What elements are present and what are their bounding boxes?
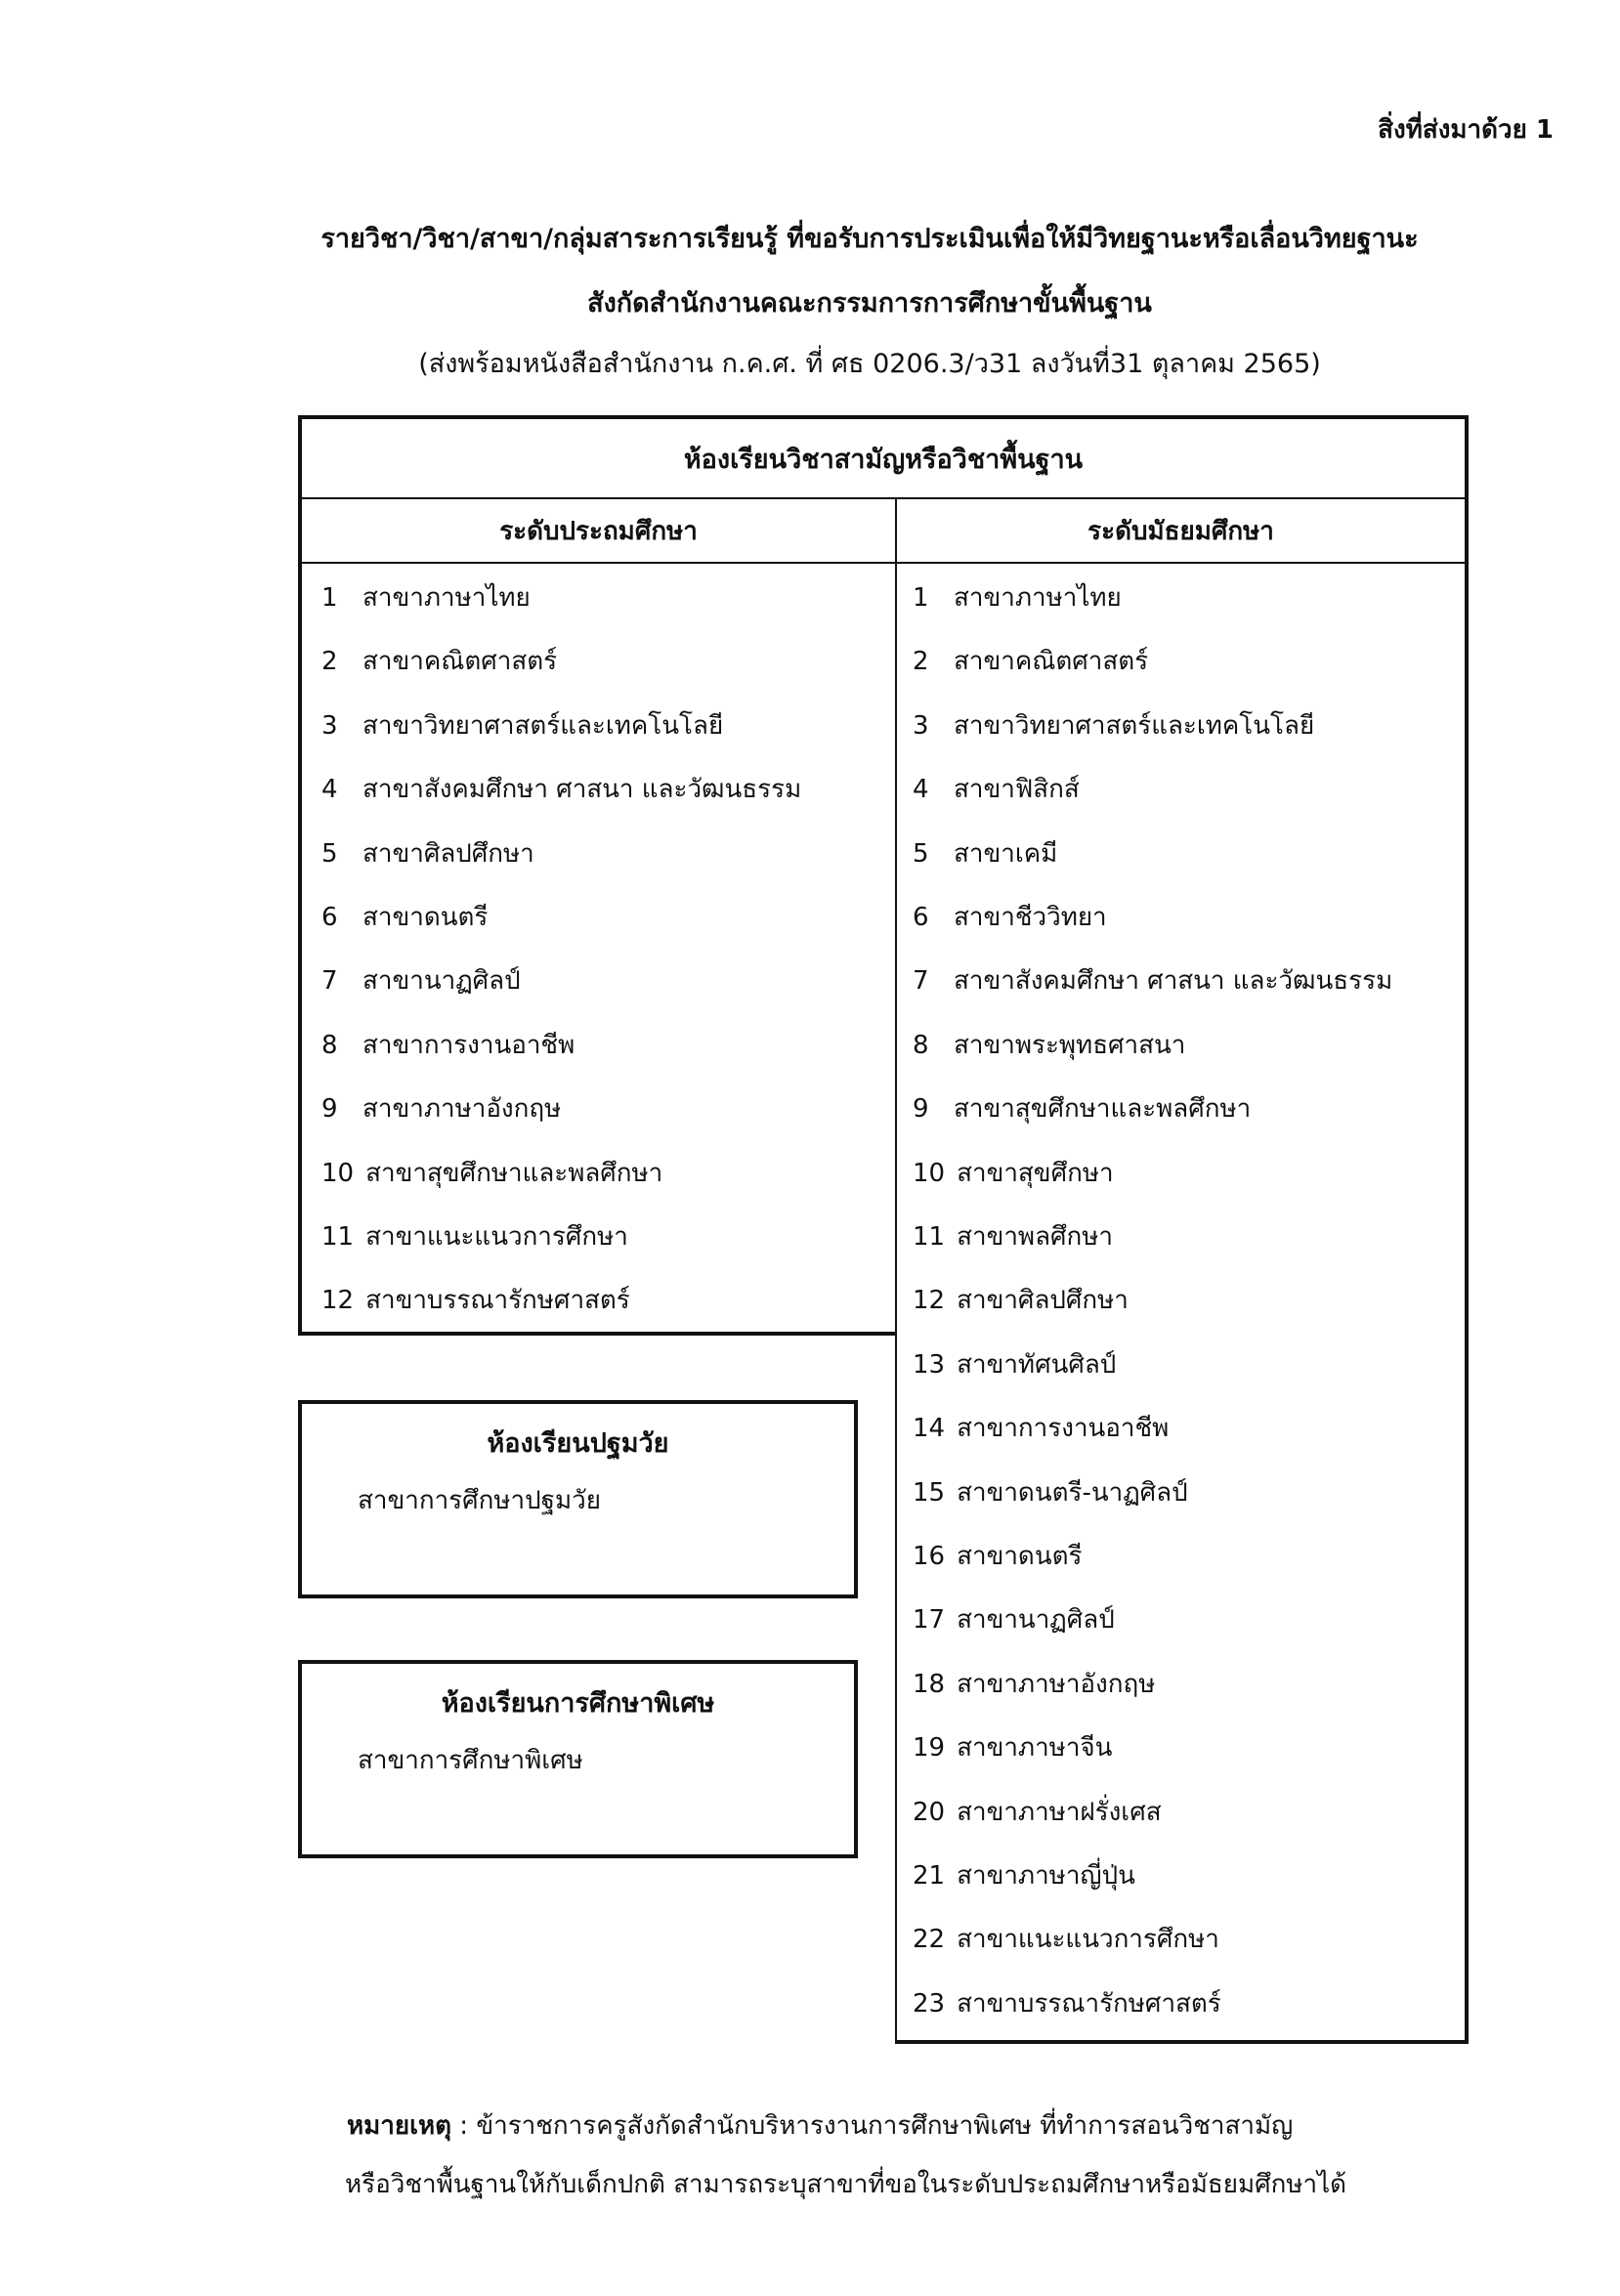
primary-subject-item-name: สาขาสังคมศึกษา ศาสนา และวัฒนธรรม — [362, 775, 802, 805]
primary-subject-item-name: สาขาบรรณารักษศาสตร์ — [365, 1286, 630, 1316]
secondary-subject-item-number: 5 — [913, 838, 929, 869]
primary-subject-item — [321, 960, 521, 1000]
primary-subject-item-name: สาขาวิทยาศาสตร์และเทคโนโลยี — [362, 710, 724, 741]
primary-subject-item-number: 2 — [321, 647, 338, 677]
primary-subject-item-number: 11 — [321, 1222, 355, 1252]
early-childhood-box — [298, 1400, 858, 1598]
primary-subject-item — [321, 897, 488, 937]
primary-subject-item-name: สาขาคณิตศาสตร์ — [362, 647, 558, 677]
primary-subject-item — [321, 1025, 575, 1065]
secondary-subject-item-number: 6 — [913, 903, 929, 932]
secondary-subject-item-number: 7 — [913, 966, 929, 997]
early-childhood-item: สาขาการศึกษาปฐมวัย — [358, 1486, 601, 1515]
primary-subject-item-name: สาขาสุขศึกษาและพลศึกษา — [365, 1158, 663, 1188]
secondary-subject-item — [913, 1280, 1129, 1320]
secondary-subject-item — [913, 960, 1392, 1000]
secondary-subject-item-name: สาขาบรรณารักษศาสตร์ — [957, 1988, 1221, 2019]
secondary-subject-item-number: 20 — [913, 1797, 946, 1827]
secondary-subject-item-name: สาขาสุขศึกษาและพลศึกษา — [954, 1094, 1252, 1125]
secondary-subject-item — [913, 577, 1122, 617]
primary-subject-item-number: 8 — [321, 1030, 338, 1060]
secondary-subject-item — [913, 1919, 1219, 1959]
secondary-subject-item-name: สาขาการงานอาชีพ — [957, 1414, 1170, 1444]
secondary-subject-item — [913, 1153, 1114, 1193]
secondary-subject-item — [913, 1408, 1169, 1448]
primary-subject-item — [321, 1216, 628, 1256]
primary-subject-item — [321, 577, 531, 617]
secondary-subject-item — [913, 1599, 1115, 1639]
secondary-subject-item-name: สาขาภาษาฝรั่งเศส — [957, 1797, 1162, 1827]
primary-subject-item — [321, 705, 723, 745]
secondary-level-heading: ระดับมัธยมศึกษา — [895, 497, 1469, 564]
secondary-subject-item — [913, 897, 1107, 937]
secondary-subject-item-number: 18 — [913, 1669, 946, 1699]
secondary-subject-item-number: 15 — [913, 1477, 946, 1508]
secondary-subject-item-number: 9 — [913, 1094, 929, 1125]
primary-subject-item-number: 7 — [321, 966, 338, 997]
primary-subject-item-name: สาขาดนตรี — [362, 903, 489, 932]
primary-subject-item — [321, 1088, 561, 1128]
footnote-line-1 — [347, 2097, 1578, 2155]
primary-subject-item-number: 4 — [321, 775, 338, 805]
secondary-subject-item-number: 13 — [913, 1349, 946, 1380]
secondary-subject-item-name: สาขาแนะแนวการศึกษา — [957, 1925, 1219, 1955]
secondary-subject-item — [913, 769, 1080, 809]
secondary-subject-item-name: สาขาภาษาไทย — [954, 583, 1122, 613]
secondary-subject-item-name: สาขาดนตรี — [957, 1542, 1083, 1571]
secondary-subject-item-name: สาขาพลศึกษา — [957, 1222, 1113, 1252]
primary-subject-item — [321, 1280, 630, 1320]
secondary-subject-item — [913, 641, 1148, 681]
secondary-subject-item-name: สาขาฟิสิกส์ — [954, 775, 1080, 805]
secondary-subject-item-number: 23 — [913, 1988, 946, 2019]
document-reference: (ส่งพร้อมหนังสือสำนักงาน ก.ค.ศ. ที่ ศธ 0206.3/ว31 ลงวันที่31 ตุลาคม 2565) — [418, 349, 1321, 379]
primary-subject-list — [298, 562, 897, 1336]
footnote — [347, 2097, 1578, 2214]
secondary-subject-item — [913, 1664, 1155, 1704]
primary-subject-item — [321, 1153, 662, 1193]
secondary-subject-item — [913, 705, 1314, 745]
secondary-subject-item-name: สาขาทัศนศิลป์ — [957, 1349, 1117, 1380]
secondary-subject-item — [913, 1536, 1082, 1576]
secondary-subject-item-name: สาขาภาษาอังกฤษ — [957, 1669, 1156, 1699]
primary-subject-item — [321, 641, 557, 681]
footnote-label: หมายเหตุ — [347, 2111, 452, 2141]
secondary-subject-item — [913, 1088, 1251, 1128]
special-education-item: สาขาการศึกษาพิเศษ — [358, 1746, 583, 1775]
primary-subject-item-name: สาขาศิลปศึกษา — [362, 838, 534, 869]
secondary-subject-item-number: 1 — [913, 583, 929, 613]
secondary-subject-item-number: 8 — [913, 1030, 929, 1060]
secondary-subject-item-number: 16 — [913, 1542, 946, 1571]
secondary-subject-item — [913, 1983, 1221, 2023]
secondary-subject-item-name: สาขาสุขศึกษา — [957, 1158, 1114, 1188]
secondary-subject-item — [913, 833, 1057, 873]
secondary-subject-item-name: สาขาเคมี — [954, 838, 1058, 869]
secondary-subject-item-number: 14 — [913, 1414, 946, 1444]
secondary-subject-item — [913, 1727, 1112, 1767]
secondary-subject-item-number: 17 — [913, 1605, 946, 1636]
primary-subject-item-number: 12 — [321, 1286, 355, 1316]
primary-subject-item-name: สาขาภาษาไทย — [362, 583, 531, 613]
secondary-subject-item — [913, 1792, 1162, 1832]
primary-subject-item-name: สาขานาฏศิลป์ — [362, 966, 521, 997]
special-education-heading: ห้องเรียนการศึกษาพิเศษ — [441, 1688, 715, 1719]
secondary-subject-item — [913, 1344, 1116, 1384]
primary-subject-item-number: 5 — [321, 838, 338, 869]
secondary-subject-item-number: 21 — [913, 1861, 946, 1891]
primary-subject-item-name: สาขาแนะแนวการศึกษา — [365, 1222, 628, 1252]
secondary-subject-list — [895, 562, 1469, 2044]
footnote-line-2: หรือวิชาพื้นฐานให้กับเด็กปกติ สามารถระบุสาขาที่ขอในระดับประถมศึกษาหรือมัธยมศึกษาได้ — [345, 2170, 1347, 2199]
attachment-label: สิ่งที่ส่งมาด้วย 1 — [1378, 115, 1554, 145]
secondary-subject-item-number: 3 — [913, 710, 929, 741]
secondary-subject-item-number: 2 — [913, 647, 929, 677]
primary-subject-item-number: 10 — [321, 1158, 355, 1188]
secondary-subject-item-name: สาขาวิทยาศาสตร์และเทคโนโลยี — [954, 710, 1315, 741]
secondary-subject-item-name: สาขาชีววิทยา — [954, 903, 1107, 932]
secondary-subject-item-number: 22 — [913, 1925, 946, 1955]
early-childhood-heading: ห้องเรียนปฐมวัย — [487, 1428, 669, 1459]
secondary-subject-item-number: 19 — [913, 1733, 946, 1764]
primary-subject-item-number: 3 — [321, 710, 338, 741]
secondary-subject-item-number: 4 — [913, 775, 929, 805]
primary-subject-item-name: สาขาการงานอาชีพ — [362, 1030, 576, 1060]
general-classroom-heading: ห้องเรียนวิชาสามัญหรือวิชาพื้นฐาน — [298, 415, 1469, 499]
secondary-subject-item-name: สาขาภาษาจีน — [957, 1733, 1113, 1764]
secondary-subject-item — [913, 1472, 1188, 1512]
secondary-subject-item-name: สาขาภาษาญี่ปุ่น — [957, 1861, 1135, 1891]
secondary-subject-item-name: สาขาดนตรี-นาฏศิลป์ — [957, 1477, 1188, 1508]
secondary-subject-item-name: สาขานาฏศิลป์ — [957, 1605, 1115, 1636]
secondary-subject-item-name: สาขาสังคมศึกษา ศาสนา และวัฒนธรรม — [954, 966, 1393, 997]
primary-subject-item-name: สาขาภาษาอังกฤษ — [362, 1094, 562, 1125]
secondary-subject-item-number: 10 — [913, 1158, 946, 1188]
secondary-subject-item-number: 12 — [913, 1286, 946, 1316]
primary-subject-item — [321, 833, 534, 873]
secondary-subject-item-name: สาขาศิลปศึกษา — [957, 1286, 1129, 1316]
secondary-subject-item — [913, 1855, 1135, 1895]
special-education-box — [298, 1660, 858, 1858]
secondary-subject-item-name: สาขาพระพุทธศาสนา — [954, 1030, 1186, 1060]
secondary-subject-item-number: 11 — [913, 1222, 946, 1252]
primary-subject-item-number: 1 — [321, 583, 338, 613]
secondary-subject-item-name: สาขาคณิตศาสตร์ — [954, 647, 1149, 677]
primary-subject-item — [321, 769, 801, 809]
primary-level-heading: ระดับประถมศึกษา — [298, 497, 897, 564]
document-subtitle: สังกัดสำนักงานคณะกรรมการการศึกษาขั้นพื้นฐาน — [587, 288, 1152, 319]
primary-subject-item-number: 6 — [321, 903, 338, 932]
secondary-subject-item — [913, 1216, 1113, 1256]
footnote-text-1: : ข้าราชการครูสังกัดสำนักบริหารงานการศึกษาพิเศษ ที่ทำการสอนวิชาสามัญ — [451, 2111, 1294, 2141]
document-title: รายวิชา/วิชา/สาขา/กลุ่มสาระการเรียนรู้ ที่ขอรับการประเมินเพื่อให้มีวิทยฐานะหรือเลื่อนวิทยฐานะ — [320, 224, 1419, 254]
primary-subject-item-number: 9 — [321, 1094, 338, 1125]
secondary-subject-item — [913, 1025, 1185, 1065]
